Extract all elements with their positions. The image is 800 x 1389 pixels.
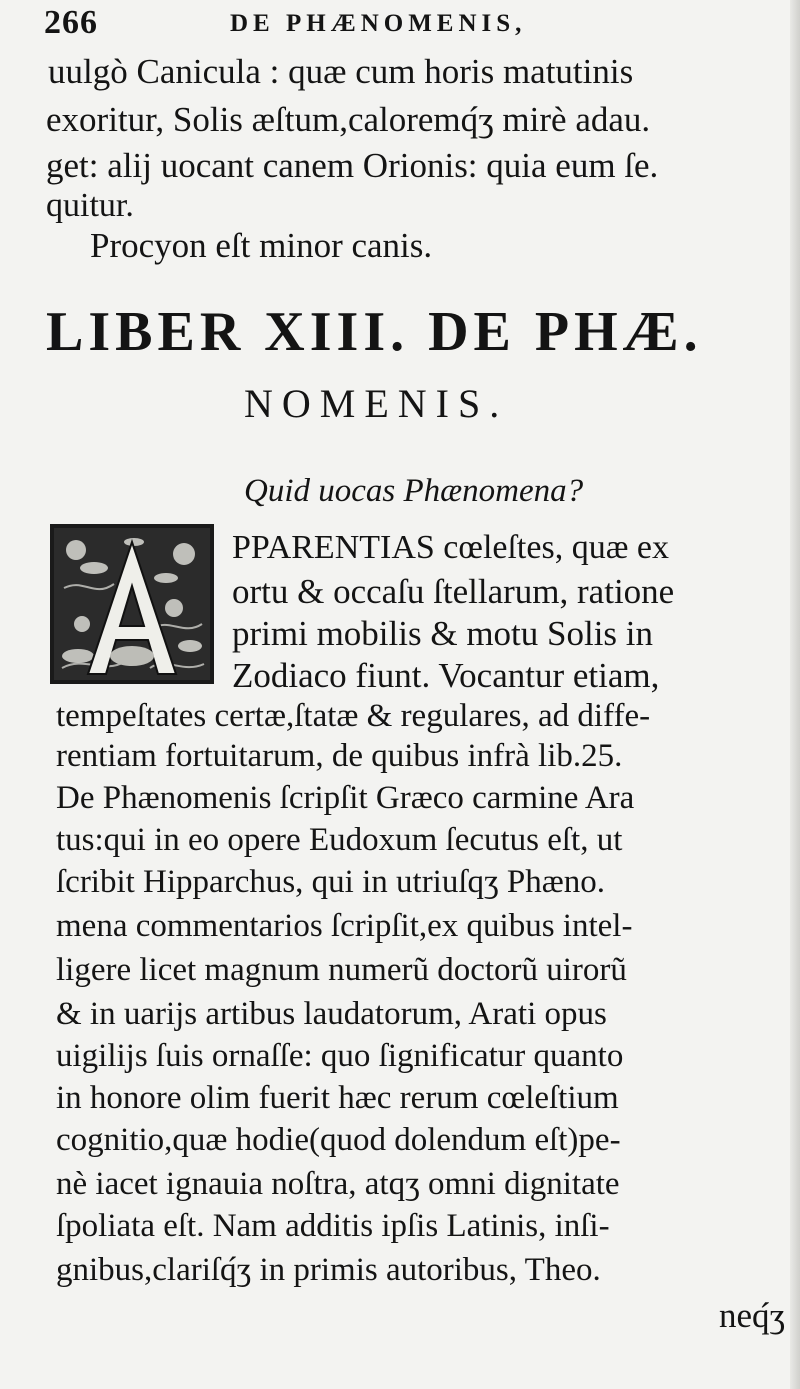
text-line: in honore olim fuerit hæc rerum cœleſtium [56, 1080, 619, 1116]
woodcut-initial-image [54, 528, 210, 680]
text-line: cognitio,quæ hodie(quod dolendum eſt)pe- [56, 1122, 621, 1158]
text-line: gnibus,clariſq́ʒ in primis autoribus, Theo. [56, 1252, 601, 1288]
text-line: ligere licet magnum numerũ doctorũ uirorũ [56, 952, 627, 988]
text-line: rentiam fortuitarum, de quibus infrà lib.25. [56, 738, 623, 774]
catchword: neq́ʒ [719, 1296, 786, 1335]
text-line: uigilijs ſuis ornaſſe: quo ſignificatur quanto [56, 1038, 624, 1074]
text-line: quitur. [46, 187, 134, 224]
text-line: primi mobilis & motu Solis in [232, 614, 654, 653]
text-line: Zodiaco fiunt. Vocantur etiam, [232, 656, 660, 695]
text-line: nè iacet ignauia noſtra, atqʒ omni dignitate [56, 1166, 620, 1202]
page-edge-shadow [790, 0, 800, 1389]
text-line: exoritur, Solis æſtum,caloremq́ʒ mirè adau. [46, 100, 651, 139]
text-line: PPARENTIAS cœleſtes, quæ ex [232, 529, 669, 566]
text-line: Procyon eſt minor canis. [90, 226, 433, 265]
text-line: De Phænomenis ſcripſit Græco carmine Ara [56, 780, 635, 816]
text-line: tus:qui in eo opere Eudoxum ſecutus eſt, ut [56, 822, 623, 858]
text-line: uulgò Canicula : quæ cum horis matutinis [48, 52, 634, 91]
page-header [44, 4, 604, 44]
decorated-initial-a [50, 524, 214, 684]
chapter-title-continued: NOMENIS. [244, 381, 509, 426]
text-line: ſpoliata eſt. Nam additis ipſis Latinis, inſi- [56, 1208, 610, 1244]
text-line: get: alij uocant canem Orionis: quia eum ſe. [46, 146, 659, 185]
text-line: ſcribit Hipparchus, qui in utriuſqʒ Phæno. [56, 864, 606, 900]
text-line: ortu & occaſu ſtellarum, ratione [232, 572, 675, 611]
chapter-title: LIBER XIII. DE PHÆ. [46, 301, 703, 363]
text-line: & in uarijs artibus laudatorum, Arati opus [56, 996, 607, 1032]
text-line: mena commentarios ſcripſit,ex quibus intel- [56, 908, 633, 944]
page-number: 266 [44, 4, 98, 41]
text-line: tempeſtates certæ,ſtatæ & regulares, ad diffe- [56, 698, 651, 734]
question-heading: Quid uocas Phænomena? [244, 473, 584, 509]
running-head: DE PHÆNOMENIS, [230, 10, 527, 37]
